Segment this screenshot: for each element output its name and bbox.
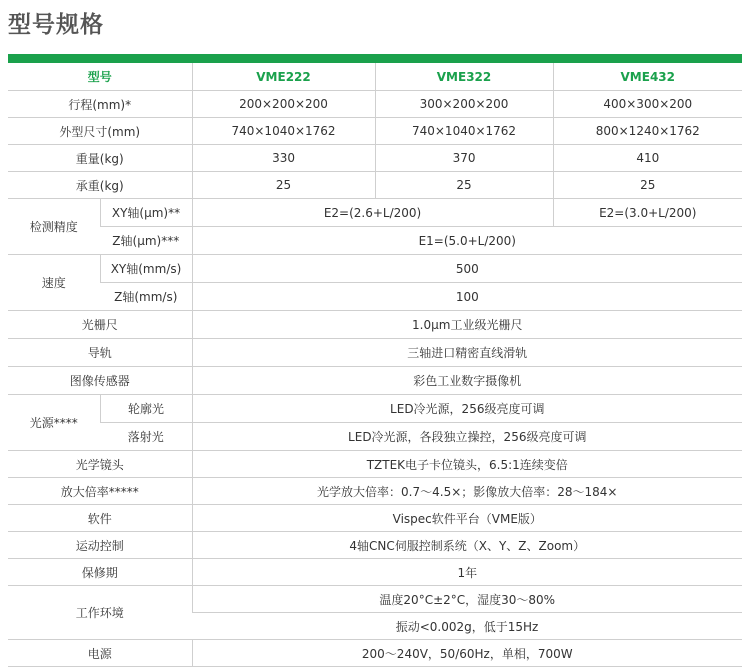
cell-value: 1年 [192, 559, 742, 586]
table-row-lens [8, 451, 742, 478]
row-label: 光学镜头 [8, 451, 192, 478]
row-label: 电源 [8, 640, 192, 667]
header-model-vme432: VME432 [553, 63, 742, 91]
row-sublabel: Z轴(μm)*** [100, 227, 192, 255]
cell-value: 200～240V，50/60Hz，单相，700W [192, 640, 742, 667]
table-row-travel [8, 91, 742, 118]
cell-value: TZTEK电子卡位镜头，6.5:1连续变倍 [192, 451, 742, 478]
row-label: 导轨 [8, 339, 192, 367]
row-group-label: 光源**** [8, 395, 100, 451]
cell-value: 300×200×200 [375, 91, 553, 118]
cell-value: 330 [192, 145, 375, 172]
cell-value: LED冷光源，256级亮度可调 [192, 395, 742, 423]
table-row-power [8, 640, 742, 667]
row-group-label: 速度 [8, 255, 100, 311]
table-header-row [8, 63, 742, 91]
cell-value: Vispec软件平台（VME版） [192, 505, 742, 532]
row-sublabel: Z轴(mm/s) [100, 283, 192, 311]
cell-value: 370 [375, 145, 553, 172]
row-group-label: 检测精度 [8, 199, 100, 255]
row-label: 运动控制 [8, 532, 192, 559]
table-row-accuracy-xy [8, 199, 742, 227]
cell-value: 振动<0.002g，低于15Hz [192, 613, 742, 640]
cell-value: 彩色工业数字摄像机 [192, 367, 742, 395]
header-model-vme322: VME322 [375, 63, 553, 91]
cell-value: 740×1040×1762 [375, 118, 553, 145]
cell-value: 4轴CNC伺服控制系统（X、Y、Z、Zoom） [192, 532, 742, 559]
row-label: 行程(mm)* [8, 91, 192, 118]
cell-value: 光学放大倍率：0.7～4.5×；影像放大倍率：28～184× [192, 478, 742, 505]
row-label: 图像传感器 [8, 367, 192, 395]
row-sublabel: XY轴(μm)** [100, 199, 192, 227]
cell-value: 25 [553, 172, 742, 199]
cell-value: 100 [192, 283, 742, 311]
cell-value: 25 [192, 172, 375, 199]
table-row-motion [8, 532, 742, 559]
row-sublabel: XY轴(mm/s) [100, 255, 192, 283]
row-label: 保修期 [8, 559, 192, 586]
row-label: 放大倍率***** [8, 478, 192, 505]
table-row-warranty [8, 559, 742, 586]
table-row-guide [8, 339, 742, 367]
row-sublabel: 落射光 [100, 423, 192, 451]
cell-value: 1.0μm工业级光栅尺 [192, 311, 742, 339]
table-row-weight [8, 145, 742, 172]
row-label: 软件 [8, 505, 192, 532]
row-label: 光栅尺 [8, 311, 192, 339]
cell-value: 800×1240×1762 [553, 118, 742, 145]
header-model-vme222: VME222 [192, 63, 375, 91]
header-model-label: 型号 [8, 63, 192, 91]
cell-value: LED冷光源，各段独立操控，256级亮度可调 [192, 423, 742, 451]
page-title: 型号规格 [8, 12, 104, 38]
cell-value: E2=(2.6+L/200) [192, 199, 553, 227]
cell-value: 400×300×200 [553, 91, 742, 118]
table-row-load [8, 172, 742, 199]
table-row-sensor [8, 367, 742, 395]
row-label: 承重(kg) [8, 172, 192, 199]
table-row-accuracy-z [8, 227, 742, 255]
cell-value: 410 [553, 145, 742, 172]
table-row-env-temp [8, 586, 742, 613]
table-row-speed-xy [8, 255, 742, 283]
table-row-speed-z [8, 283, 742, 311]
table-row-light-contour [8, 395, 742, 423]
header-accent-bar [8, 54, 742, 63]
cell-value: 三轴进口精密直线滑轨 [192, 339, 742, 367]
table-row-magnification [8, 478, 742, 505]
table-row-dimensions [8, 118, 742, 145]
row-label: 工作环境 [8, 586, 192, 640]
cell-value: E2=(3.0+L/200) [553, 199, 742, 227]
cell-value: E1=(5.0+L/200) [192, 227, 742, 255]
cell-value: 25 [375, 172, 553, 199]
cell-value: 温度20°C±2°C，湿度30～80% [192, 586, 742, 613]
spec-table [8, 63, 742, 667]
cell-value: 740×1040×1762 [192, 118, 375, 145]
cell-value: 500 [192, 255, 742, 283]
cell-value: 200×200×200 [192, 91, 375, 118]
row-label: 外型尺寸(mm) [8, 118, 192, 145]
row-label: 重量(kg) [8, 145, 192, 172]
row-sublabel: 轮廓光 [100, 395, 192, 423]
table-row-software [8, 505, 742, 532]
table-row-grating [8, 311, 742, 339]
table-row-light-surface [8, 423, 742, 451]
